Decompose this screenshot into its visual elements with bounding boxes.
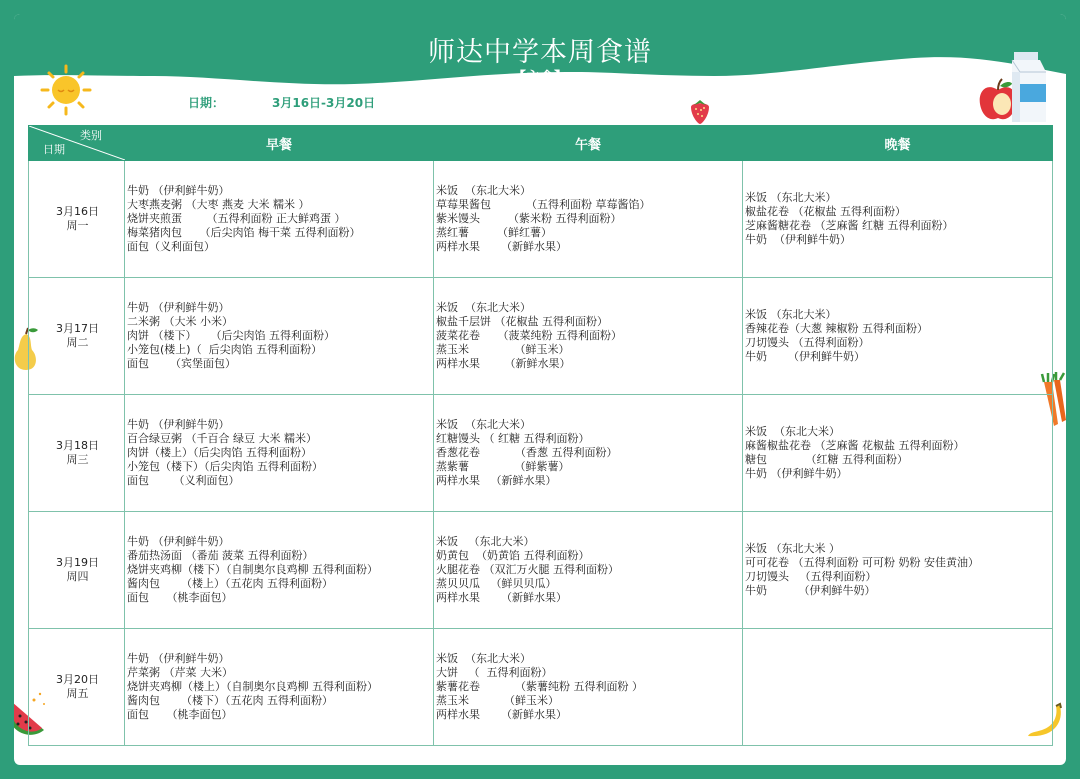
menu-item: 牛奶 （伊利鲜牛奶） (745, 584, 876, 597)
menu-item: 蒸玉米 （鲜玉米） (436, 343, 570, 356)
menu-item: 草莓果酱包 （五得利面粉 草莓酱馅） (436, 198, 651, 211)
column-header-breakfast: 早餐 (125, 126, 434, 161)
menu-item: 牛奶 （伊利鲜牛奶） (127, 535, 230, 548)
menu-item: 番茄热汤面 （番茄 菠菜 五得利面粉） (127, 549, 314, 562)
table-row (29, 629, 1053, 746)
corner-header (29, 126, 125, 161)
menu-item: 两样水果 （新鲜水果） (436, 357, 571, 370)
table-row (29, 278, 1053, 395)
date-range: 3月16日-3月20日 (272, 96, 376, 110)
menu-item: 面包 （桃李面包） (127, 708, 233, 721)
dinner-cell (743, 278, 1053, 395)
menu-item: 米饭 （东北大米） (436, 418, 531, 431)
menu-item: 百合绿豆粥 （千百合 绿豆 大米 糯米） (127, 432, 317, 445)
menu-item: 火腿花卷 （双汇万火腿 五得利面粉） (436, 563, 619, 576)
day-date: 3月20日 (56, 673, 99, 686)
menu-item: 两样水果 （新鲜水果） (436, 708, 567, 721)
day-cell (29, 278, 125, 395)
menu-table (28, 125, 1053, 746)
corner-category-label: 类别 (80, 129, 102, 142)
page-subtitle: 【主食】 (512, 70, 568, 86)
menu-item: 烧饼夹煎蛋 （五得利面粉 正大鲜鸡蛋 ） (127, 212, 346, 225)
menu-item: 牛奶 （伊利鲜牛奶） (127, 652, 230, 665)
breakfast-cell (125, 629, 434, 746)
menu-item: 可可花卷 （五得利面粉 可可粉 奶粉 安佳黄油） (745, 556, 979, 569)
corner-date-label: 日期 (43, 143, 65, 156)
day-date: 3月18日 (56, 439, 99, 452)
menu-item: 椒盐千层饼 （花椒盐 五得利面粉） (436, 315, 608, 328)
day-weekday: 周三 (66, 453, 89, 466)
dinner-cell (743, 161, 1053, 278)
lunch-cell (434, 629, 743, 746)
day-weekday: 周一 (66, 219, 89, 232)
date-label: 日期： (188, 96, 225, 110)
menu-item: 牛奶 （伊利鲜牛奶） (127, 301, 230, 314)
menu-item: 米饭 （东北大米） (436, 652, 531, 665)
menu-item: 紫薯花卷 （紫薯纯粉 五得利面粉 ） (436, 680, 643, 693)
strawberry-icon (688, 98, 712, 126)
day-cell (29, 512, 125, 629)
day-weekday: 周二 (66, 336, 89, 349)
lunch-cell (434, 512, 743, 629)
table-row (29, 395, 1053, 512)
day-weekday: 周四 (66, 570, 89, 583)
menu-item: 牛奶 （伊利鲜牛奶） (127, 184, 230, 197)
menu-item: 面包 （宾堡面包） (127, 357, 236, 370)
menu-item: 菠菜花卷 （菠菜纯粉 五得利面粉） (436, 329, 622, 342)
menu-item: 米饭 （东北大米） (745, 425, 840, 438)
menu-item: 酱肉包 （楼上）（五花肉 五得利面粉） (127, 577, 333, 590)
column-header-dinner: 晚餐 (743, 126, 1053, 161)
day-date: 3月19日 (56, 556, 99, 569)
menu-item: 蒸玉米 （鲜玉米） (436, 694, 559, 707)
menu-item: 两样水果 （新鲜水果） (436, 591, 567, 604)
menu-item: 米饭 （东北大米） (436, 535, 535, 548)
menu-item: 蒸贝贝瓜 （鲜贝贝瓜） (436, 577, 557, 590)
menu-item: 面包 （义利面包） (127, 474, 240, 487)
day-cell (29, 395, 125, 512)
menu-item: 面包 （桃李面包） (127, 591, 233, 604)
menu-item: 麻酱椒盐花卷 （芝麻酱 花椒盐 五得利面粉） (745, 439, 965, 452)
menu-item: 小笼包（楼下）（后尖肉馅 五得利面粉） (127, 460, 323, 473)
day-cell (29, 629, 125, 746)
menu-item: 米饭 （东北大米 ） (745, 542, 840, 555)
table-row (29, 161, 1053, 278)
menu-item: 酱肉包 （楼下）（五花肉 五得利面粉） (127, 694, 333, 707)
day-date: 3月16日 (56, 205, 99, 218)
menu-item: 米饭 （东北大米） (745, 191, 837, 204)
table-row (29, 512, 1053, 629)
milk-carton-icon (1008, 50, 1048, 124)
menu-item: 牛奶 （伊利鲜牛奶） (127, 418, 230, 431)
menu-item: 椒盐花卷 （花椒盐 五得利面粉） (745, 205, 906, 218)
menu-sheet (14, 14, 1066, 765)
breakfast-cell (125, 161, 434, 278)
lunch-cell (434, 395, 743, 512)
menu-item: 大枣燕麦粥 （大枣 燕麦 大米 糯米 ） (127, 198, 310, 211)
page-title: 师达中学本周食谱 (428, 37, 652, 68)
day-weekday: 周五 (66, 687, 89, 700)
menu-item: 糖包 （红糖 五得利面粉） (745, 453, 908, 466)
menu-item: 米饭 （东北大米） (436, 301, 531, 314)
menu-item: 牛奶 （伊利鲜牛奶） (745, 467, 848, 480)
table-header-row (29, 126, 1053, 161)
menu-item: 米饭 （东北大米） (745, 308, 837, 321)
column-header-lunch: 午餐 (434, 126, 743, 161)
menu-item: 蒸红薯 （鲜红薯） (436, 226, 552, 239)
menu-item: 烧饼夹鸡柳（楼下）（自制奥尔良鸡柳 五得利面粉） (127, 563, 378, 576)
menu-item: 面包（义利面包） (127, 240, 215, 253)
menu-item: 刀切馒头 （五得利面粉） (745, 570, 877, 583)
dinner-cell (743, 395, 1053, 512)
menu-item: 肉饼 （楼下） （后尖肉馅 五得利面粉） (127, 329, 335, 342)
breakfast-cell (125, 395, 434, 512)
menu-item: 蒸紫薯 （鲜紫薯） (436, 460, 570, 473)
menu-item: 两样水果 （新鲜水果） (436, 474, 557, 487)
breakfast-cell (125, 512, 434, 629)
dinner-cell (743, 629, 1053, 746)
menu-item: 两样水果 （新鲜水果） (436, 240, 567, 253)
day-cell (29, 161, 125, 278)
menu-item: 香葱花卷 （香葱 五得利面粉） (436, 446, 618, 459)
menu-item: 大饼 （ 五得利面粉） (436, 666, 553, 679)
menu-item: 紫米馒头 （紫米粉 五得利面粉） (436, 212, 622, 225)
menu-item: 奶黄包 （奶黄馅 五得利面粉） (436, 549, 590, 562)
breakfast-cell (125, 278, 434, 395)
menu-item: 芝麻酱糖花卷 （芝麻酱 红糖 五得利面粉） (745, 219, 954, 232)
lunch-cell (434, 278, 743, 395)
menu-item: 牛奶 （伊利鲜牛奶） (745, 350, 865, 363)
menu-item: 香辣花卷（大葱 辣椒粉 五得利面粉） (745, 322, 928, 335)
menu-item: 烧饼夹鸡柳（楼上）（自制奥尔良鸡柳 五得利面粉） (127, 680, 378, 693)
day-date: 3月17日 (56, 322, 99, 335)
menu-item: 刀切馒头 （五得利面粉） (745, 336, 870, 349)
dinner-cell (743, 512, 1053, 629)
menu-item: 梅菜猪肉包 （后尖肉馅 梅干菜 五得利面粉） (127, 226, 361, 239)
menu-item: 小笼包(楼上)（ 后尖肉馅 五得利面粉） (127, 343, 323, 356)
sun-icon (40, 64, 92, 116)
menu-item: 米饭 （东北大米） (436, 184, 531, 197)
menu-item: 芹菜粥 （芹菜 大米） (127, 666, 233, 679)
menu-item: 二米粥 （大米 小米） (127, 315, 233, 328)
menu-item: 牛奶 （伊利鲜牛奶） (745, 233, 851, 246)
lunch-cell (434, 161, 743, 278)
menu-item: 肉饼（楼上）（后尖肉馅 五得利面粉） (127, 446, 312, 459)
menu-item: 红糖馒头 （ 红糖 五得利面粉） (436, 432, 590, 445)
